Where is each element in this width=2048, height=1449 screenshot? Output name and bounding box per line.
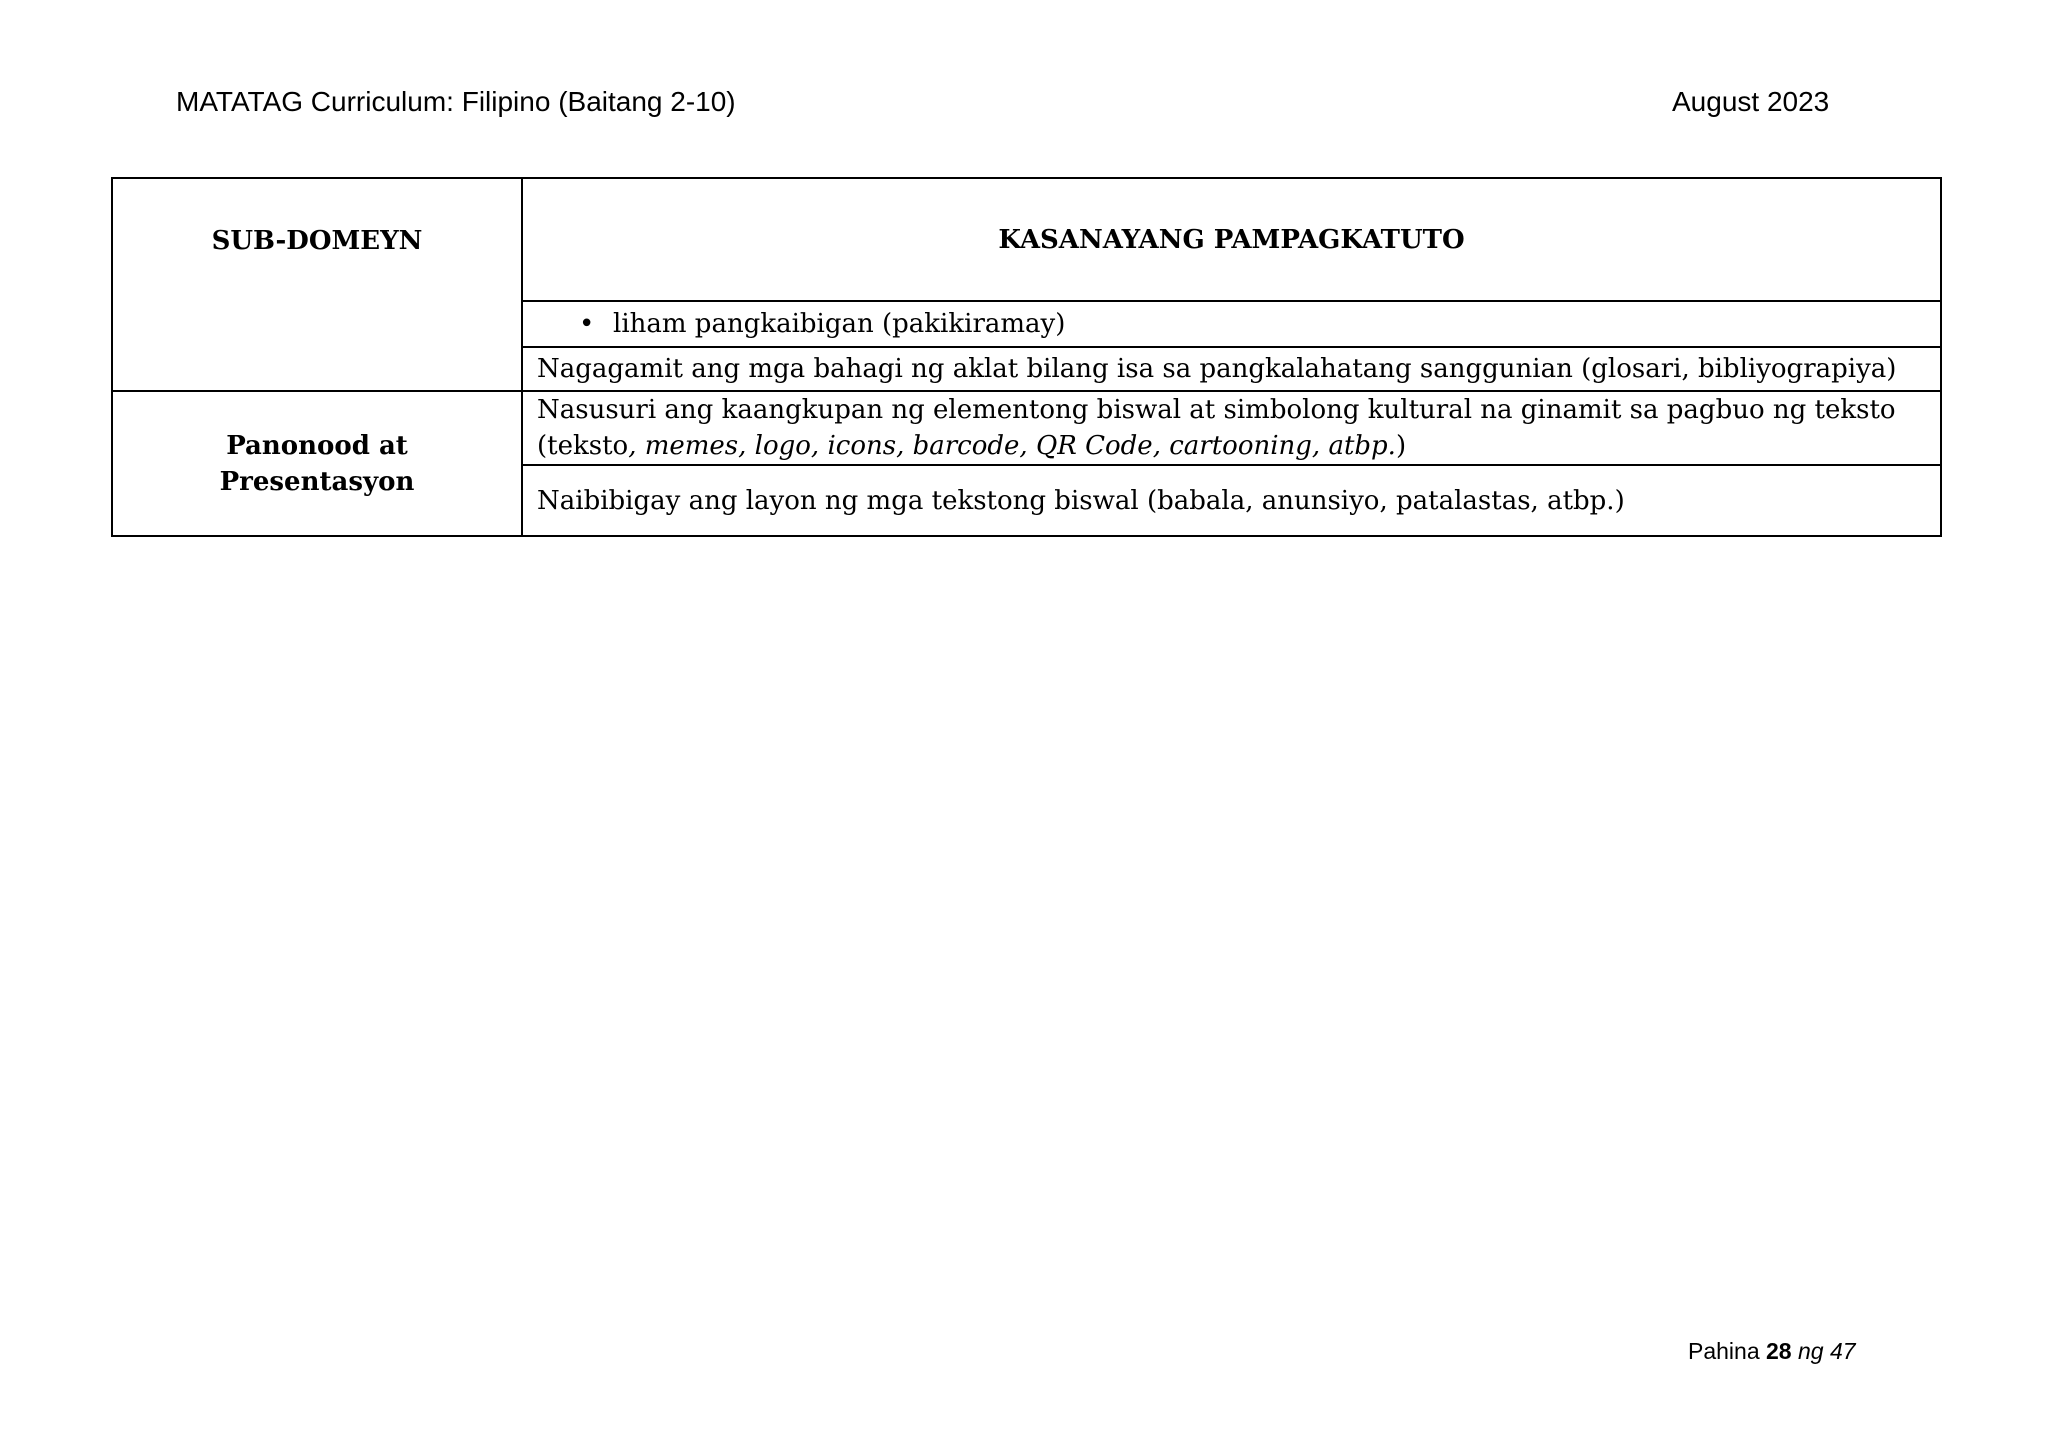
sub-domain-cell <box>112 391 522 536</box>
current-page: 28 <box>1766 1338 1792 1364</box>
sub-domain-line1: Panonood at <box>226 430 408 461</box>
competency-line2-end: ) <box>1395 431 1407 461</box>
column-header-sub-domain: SUB-DOMEYN <box>112 178 522 391</box>
competency-cell: Naibibigay ang layon ng mga tekstong biswal (babala, anunsiyo, patalastas, atbp.) <box>522 465 1941 536</box>
column-header-competency: KASANAYANG PAMPAGKATUTO <box>522 178 1941 301</box>
total-pages: 47 <box>1829 1338 1856 1364</box>
competency-line2-plain: (teksto <box>537 431 629 461</box>
document-date: August 2023 <box>1672 86 1830 117</box>
competency-cell: Nagagamit ang mga bahagi ng aklat bilang isa sa pangkalahatang sanggunian (glosari, bibliyograpiya) <box>522 347 1941 391</box>
table-header-row <box>112 178 1941 301</box>
bullet-text: liham pangkaibigan (pakikiramay) <box>613 309 1066 339</box>
competency-cell <box>522 391 1941 465</box>
competency-cell <box>522 301 1941 347</box>
sub-domain-line2: Presentasyon <box>219 466 415 497</box>
page-label: Pahina <box>1688 1338 1760 1364</box>
competency-line1: Nasusuri ang kaangkupan ng elementong biswal at simbolong kultural na ginamit sa pagbuo ng teksto <box>537 395 1896 425</box>
of-word: ng <box>1798 1338 1824 1364</box>
page-number <box>1688 1338 1856 1365</box>
curriculum-table <box>111 177 1942 537</box>
table-row <box>112 391 1941 465</box>
bullet-icon: • <box>579 309 595 339</box>
competency-line2-italic: , memes, logo, icons, barcode, QR Code, cartooning, atbp. <box>628 431 1396 461</box>
document-title: MATATAG Curriculum: Filipino (Baitang 2-10) <box>176 86 736 117</box>
